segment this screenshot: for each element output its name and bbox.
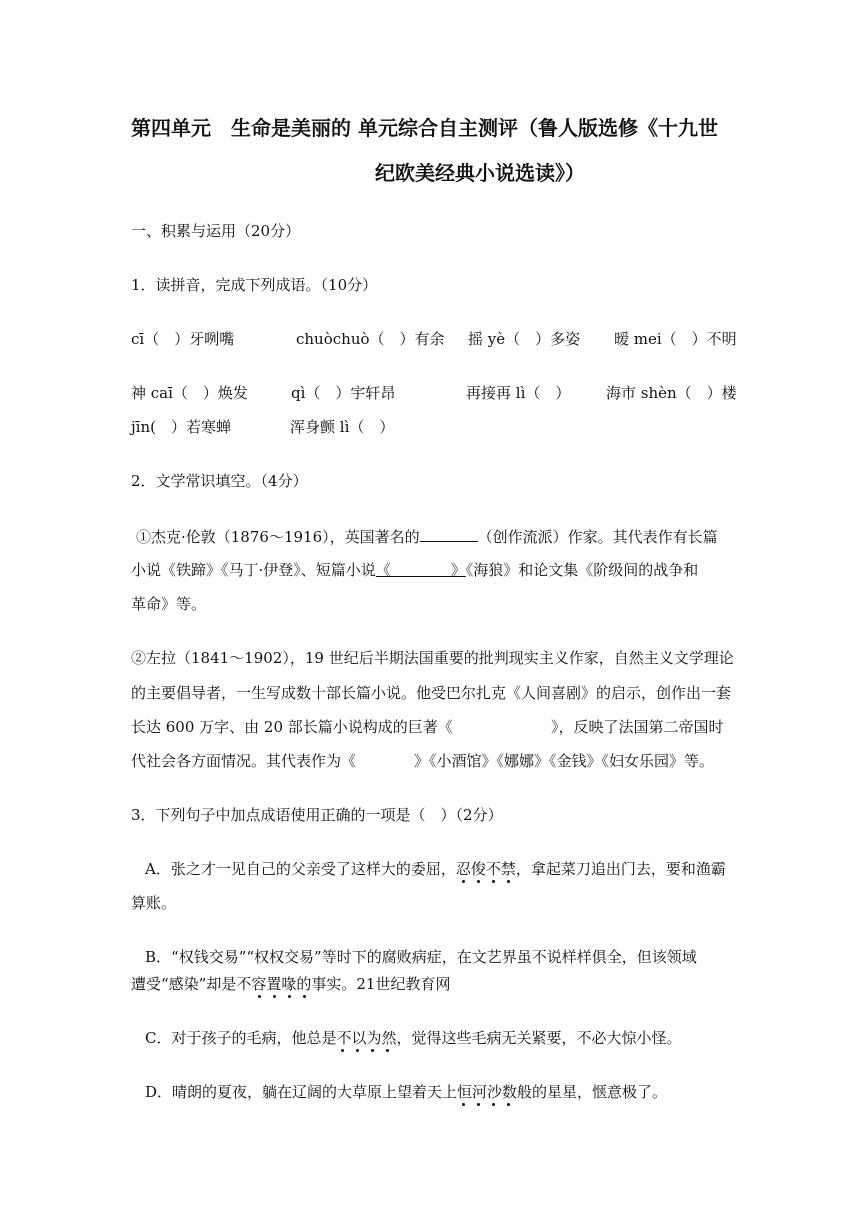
fill-blank-book-title: 《 》 — [375, 561, 466, 579]
dotted-idiom: 恒河沙数 — [457, 1083, 518, 1101]
option-b-line-2 — [131, 975, 450, 993]
q2-p1-text: 《海狼》和论文集《阶级间的战争和 — [465, 561, 699, 579]
option-text: 般的星星，惬意极了。 — [517, 1083, 668, 1101]
option-a-line-2: 算账。 — [131, 894, 177, 912]
dotted-idiom: 忍俊不禁 — [455, 860, 516, 878]
q2-p2-line-3b: 》，反映了法国第二帝国时 — [551, 718, 724, 736]
pinyin-item: qì（ ）宇轩昂 — [291, 384, 396, 402]
option-c — [145, 1029, 682, 1047]
option-a-line-1 — [145, 860, 726, 878]
pinyin-item: jīn( ）若寒蝉 — [131, 418, 231, 436]
emphasis-dot — [341, 1049, 344, 1052]
option-text: D．晴朗的夏夜，躺在辽阔的大草原上望着天上 — [145, 1083, 458, 1101]
q2-p1-text: （创作流派）作家。其代表作有长篇 — [477, 528, 718, 546]
page-title-line-2: 纪欧美经典小说选读》） — [375, 161, 585, 185]
question-3-stem: 3．下列句子中加点成语使用正确的一项是（ ）（2分） — [131, 806, 503, 824]
q2-p2-line-2: 的主要倡导者，一生写成数十部长篇小说。他受巴尔扎克《人间喜剧》的启示，创作出一套 — [131, 684, 732, 702]
pinyin-item: chuòchuò（ ）有余 — [296, 330, 445, 348]
emphasis-dot — [371, 1049, 374, 1052]
section-heading: 一、积累与运用（20分） — [131, 222, 301, 240]
emphasis-dot — [462, 1103, 465, 1106]
q2-p1-line-3: 革命》等。 — [131, 595, 207, 613]
dotted-idiom: 不容置喙 — [236, 975, 297, 993]
emphasis-dot — [507, 880, 510, 883]
pinyin-item: cī（ ）牙咧嘴 — [131, 330, 235, 348]
emphasis-dot — [507, 1103, 510, 1106]
q2-p1-line-2 — [131, 561, 698, 579]
q2-p2-line-4b: 》《小酒馆》《娜娜》《金钱》《妇女乐园》等。 — [414, 752, 715, 770]
option-text: 的事实。21世纪教育网 — [296, 975, 451, 993]
pinyin-item: 神 caī（ ）焕发 — [131, 384, 248, 402]
emphasis-dot — [288, 995, 291, 998]
q2-p2-line-1: ②左拉（1841～1902），19 世纪后半期法国重要的批判现实主义作家，自然主义文学理论 — [131, 649, 734, 667]
question-2-stem: 2．文学常识填空。（4分） — [131, 472, 308, 490]
fill-blank — [420, 526, 478, 542]
emphasis-dot — [303, 995, 306, 998]
q2-p1-text: ①杰克·伦敦（1876～1916），英国著名的 — [136, 528, 420, 546]
q2-p2-line-3a: 长达 600 万字、由 20 部长篇小说构成的巨著《 — [131, 718, 453, 736]
question-1-stem: 1．读拼音，完成下列成语。（10分） — [131, 276, 378, 294]
pinyin-item: 再接再 lì（ ） — [466, 384, 571, 402]
emphasis-dot — [462, 880, 465, 883]
dotted-idiom: 不以为然 — [336, 1029, 397, 1047]
option-b-line-1: B．“权钱交易”“权权交易”等时下的腐败病症，在文艺界虽不说样样俱全，但该领域 — [145, 948, 697, 966]
emphasis-dot — [386, 1049, 389, 1052]
emphasis-dot — [356, 1049, 359, 1052]
option-text: ，拿起菜刀追出门去，要和渔霸 — [515, 860, 726, 878]
emphasis-dot — [477, 880, 480, 883]
option-text: 遭受“感染”却是 — [131, 975, 237, 993]
q2-p1-text: 小说《铁蹄》《马丁·伊登》、短篇小说 — [131, 561, 376, 579]
option-text: A．张之才一见自己的父亲受了这样大的委屈， — [145, 860, 456, 878]
option-text: ，觉得这些毛病无关紧要，不必大惊小怪。 — [396, 1029, 682, 1047]
pinyin-item: 浑身颤 lì（ ） — [290, 418, 395, 436]
pinyin-item: 暧 mei（ ）不明 — [614, 330, 737, 348]
page-title-line-1: 第四单元 生命是美丽的 单元综合自主测评（鲁人版选修《十九世 — [131, 116, 718, 140]
emphasis-dot — [273, 995, 276, 998]
option-d — [145, 1083, 667, 1101]
q2-p1-line-1 — [136, 526, 718, 546]
pinyin-item: 摇 yè（ ）多姿 — [468, 330, 581, 348]
option-text: C．对于孩子的毛病，他总是 — [145, 1029, 337, 1047]
pinyin-item: 海市 shèn（ ）楼 — [606, 384, 737, 402]
q2-p2-line-4a: 代社会各方面情况。其代表作为《 — [131, 752, 357, 770]
emphasis-dot — [492, 880, 495, 883]
emphasis-dot — [492, 1103, 495, 1106]
emphasis-dot — [477, 1103, 480, 1106]
emphasis-dot — [258, 995, 261, 998]
